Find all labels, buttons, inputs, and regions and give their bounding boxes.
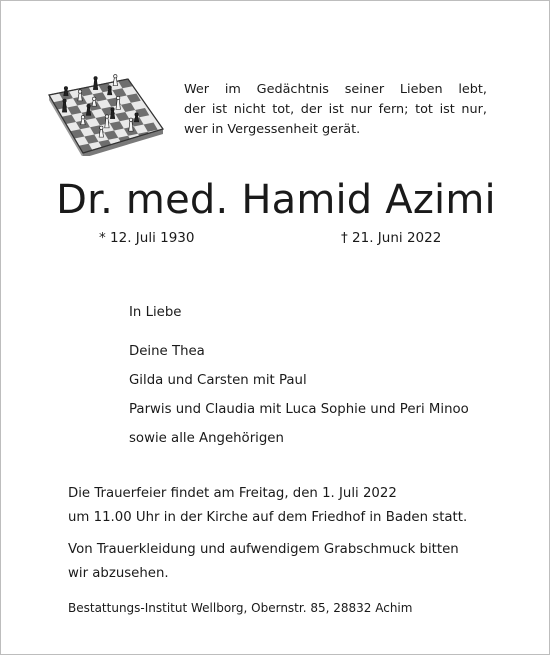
quote-line: Wer im Gedächtnis seiner Lieben lebt, (184, 82, 487, 97)
chess-piece (134, 113, 138, 122)
chess-piece (116, 96, 120, 109)
chess-piece (107, 86, 111, 95)
funeral-home: Bestattungs-Institut Wellborg, Obernstr. 85, 28832 Achim (68, 601, 413, 615)
quote-line: wer in Vergessenheit gerät. (184, 122, 361, 137)
chess-piece (62, 99, 66, 112)
chess-piece (78, 90, 82, 101)
service-info: um 11.00 Uhr in der Kirche auf dem Friedhof in Baden statt. (68, 510, 468, 525)
mourner-name: Deine Thea (129, 344, 205, 359)
request-note: Von Trauerkleidung und aufwendigem Grabschmuck bitten (68, 542, 459, 557)
chess-piece (105, 115, 109, 128)
deceased-name: Dr. med. Hamid Azimi (56, 177, 496, 223)
chess-piece (92, 97, 96, 106)
chess-piece (81, 116, 85, 125)
chess-piece (110, 108, 114, 119)
mourners-intro: In Liebe (129, 305, 182, 320)
quote-line: der ist nicht tot, der ist nur fern; tot ist nur, (184, 102, 487, 117)
chess-piece (99, 126, 103, 137)
chess-piece (129, 118, 133, 131)
service-info: Die Trauerfeier findet am Freitag, den 1. Juli 2022 (68, 486, 397, 501)
mourner-name: Gilda und Carsten mit Paul (129, 373, 307, 388)
chess-piece (64, 87, 68, 96)
chess-piece (93, 77, 97, 90)
chessboard-icon (45, 74, 165, 156)
request-note: wir abzusehen. (68, 566, 169, 581)
death-date: † 21. Juni 2022 (341, 230, 442, 246)
mourner-name: sowie alle Angehörigen (129, 431, 284, 446)
mourner-name: Parwis und Claudia mit Luca Sophie und Peri Minoo (129, 402, 469, 417)
memorial-quote (184, 80, 487, 140)
birth-date: * 12. Juli 1930 (99, 230, 195, 246)
chess-piece (86, 104, 90, 115)
chess-piece (113, 75, 117, 86)
